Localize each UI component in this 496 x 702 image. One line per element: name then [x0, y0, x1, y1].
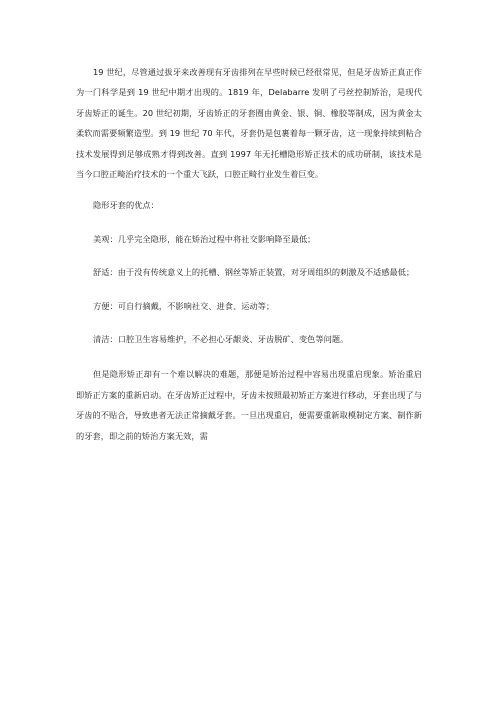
advantage-item-convenience: 方便：可自行摘戴，不影响社交、进食、运动等；: [93, 300, 275, 311]
closing-paragraph: 但是隐形矫正却有一个难以解决的难题，那便是矫治过程中容易出现重启现象。矫治重启即矫正方案的重新启动。在牙齿矫正过程中，牙齿未按照最初矫正方案进行移动，牙套出现了与牙齿的不贴合，导致患者无法正常摘戴牙套。一旦出现重启，便需要重新取模制定方案、制作新的牙套，即之前的矫治方案无效，需: [76, 369, 422, 441]
advantage-item-hygiene: 清洁：口腔卫生容易维护，不必担心牙龈炎、牙齿脱矿、变色等问题。: [93, 334, 349, 345]
advantages-heading: 隐形牙套的优点：: [93, 200, 159, 211]
intro-paragraph: 19 世纪，尽管通过拔牙来改善现有牙齿排列在早些时候已经很常见，但是牙齿矫正真正作为一门科学是到 19 世纪中期才出现的。1819 年，Delabarre 发明了弓丝控制矫治，是现代牙齿矫正的诞生。20 世纪初期，牙齿矫正的牙套圈由黄金、银、铜、橡胶等制成，因为黄金太柔软而需要频繁造型。到 19 世纪 70 年代，牙套仍是包裹着每一颗牙齿，这一现象持续到粘合技术发展得到足够成熟才得到改善。直到 1997 年无托槽隐形矫正技术的成功研制，该技术是当今口腔正畸治疗技术的一个重大飞跃，口腔正畸行业发生着巨变。: [76, 67, 422, 180]
document-page: [76, 62, 422, 446]
advantage-item-appearance: 美观：几乎完全隐形，能在矫治过程中将社交影响降至最低；: [93, 233, 316, 244]
advantage-item-comfort: 舒适：由于没有传统意义上的托槽、钢丝等矫正装置，对牙周组织的刺激及不适感最低；: [93, 267, 415, 278]
